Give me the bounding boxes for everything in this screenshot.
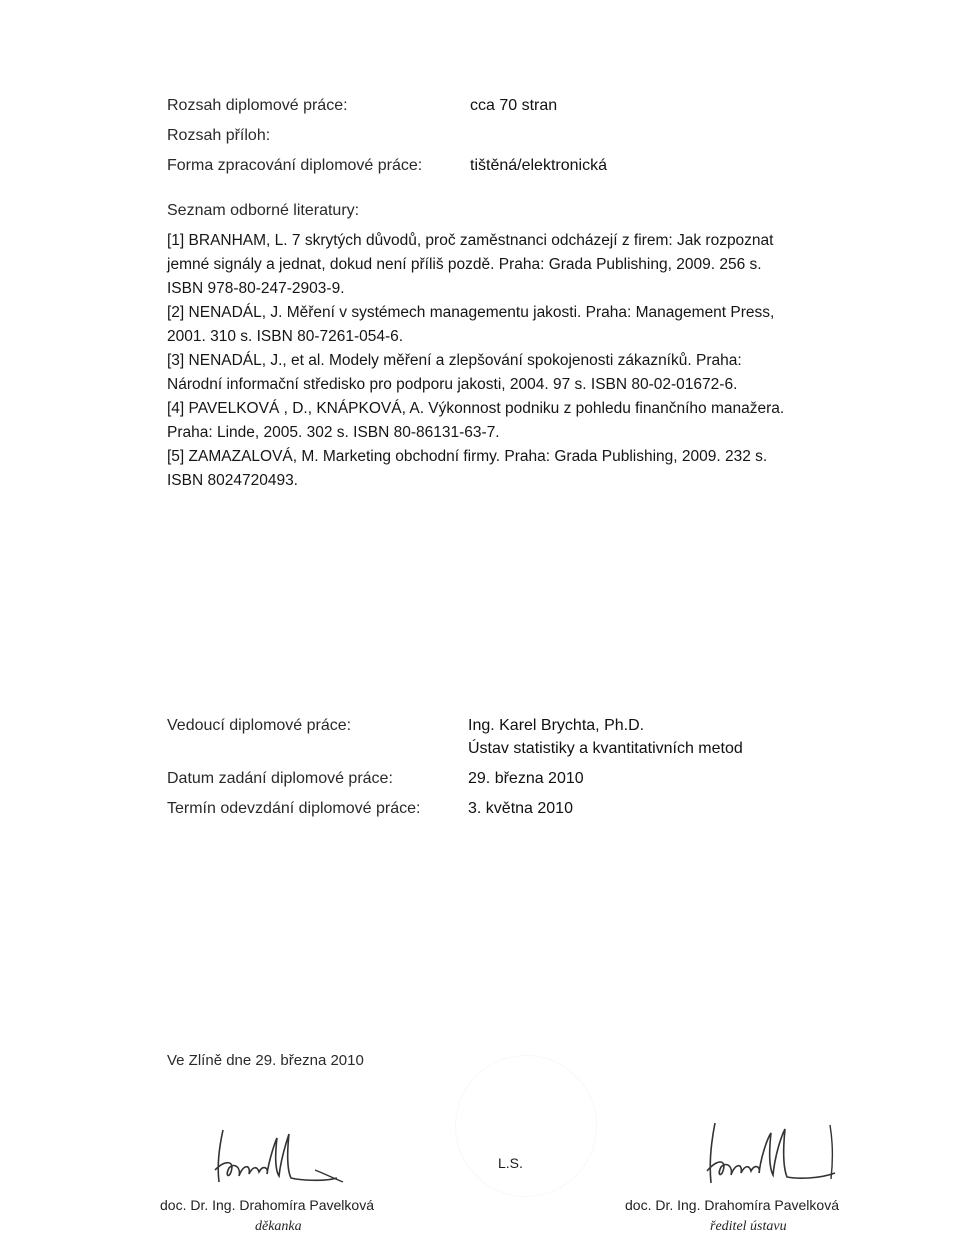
appendix-label: Rozsah příloh: — [167, 127, 271, 144]
literature-line: ISBN 978-80-247-2903-9. — [167, 280, 345, 297]
literature-line: [2] NENADÁL, J. Měření v systémech managementu jakosti. Praha: Management Press, — [167, 304, 775, 321]
deadline-label: Termín odevzdání diplomové práce: — [167, 800, 421, 817]
form-label: Forma zpracování diplomové práce: — [167, 157, 423, 174]
literature-line: jemné signály a jednat, dokud není příliš pozdě. Praha: Grada Publishing, 2009. 256 s. — [167, 256, 762, 273]
assigned-date-label: Datum zadání diplomové práce: — [167, 770, 393, 787]
literature-line: [5] ZAMAZALOVÁ, M. Marketing obchodní firmy. Praha: Grada Publishing, 2009. 232 s. — [167, 448, 768, 465]
supervisor-label: Vedoucí diplomové práce: — [167, 717, 352, 734]
supervisor-name: Ing. Karel Brychta, Ph.D. — [468, 717, 645, 734]
literature-line: [4] PAVELKOVÁ , D., KNÁPKOVÁ, A. Výkonnost podniku z pohledu finančního manažera. — [167, 400, 785, 417]
form-value: tištěná/elektronická — [470, 157, 607, 174]
literature-heading: Seznam odborné literatury: — [167, 202, 360, 219]
right-signature-icon — [685, 1115, 855, 1190]
left-signatory-name: doc. Dr. Ing. Drahomíra Pavelková — [160, 1197, 374, 1213]
official-stamp-imprint — [455, 1055, 597, 1197]
right-signatory-name: doc. Dr. Ing. Drahomíra Pavelková — [625, 1197, 839, 1213]
literature-line: Národní informační středisko pro podporu jakosti, 2004. 97 s. ISBN 80-02-01672-6. — [167, 376, 738, 393]
literature-line: [3] NENADÁL, J., et al. Modely měření a zlepšování spokojenosti zákazníků. Praha: — [167, 352, 742, 369]
literature-line: Praha: Linde, 2005. 302 s. ISBN 80-86131-63-7. — [167, 424, 500, 441]
literature-line: 2001. 310 s. ISBN 80-7261-054-6. — [167, 328, 404, 345]
left-signatory-role: děkanka — [255, 1219, 302, 1234]
scope-value: cca 70 stran — [470, 97, 558, 114]
stamp-label: L.S. — [498, 1155, 523, 1171]
assigned-date-value: 29. března 2010 — [468, 770, 584, 787]
literature-line: ISBN 8024720493. — [167, 472, 298, 489]
literature-line: [1] BRANHAM, L. 7 skrytých důvodů, proč zaměstnanci odcházejí z firem: Jak rozpoznat — [167, 232, 774, 249]
place-date: Ve Zlíně dne 29. března 2010 — [167, 1052, 364, 1069]
scope-label: Rozsah diplomové práce: — [167, 97, 348, 114]
left-signature-icon — [195, 1120, 355, 1190]
right-signatory-role: ředitel ústavu — [710, 1219, 787, 1234]
deadline-value: 3. května 2010 — [468, 800, 573, 817]
supervisor-department: Ústav statistiky a kvantitativních metod — [468, 740, 743, 757]
